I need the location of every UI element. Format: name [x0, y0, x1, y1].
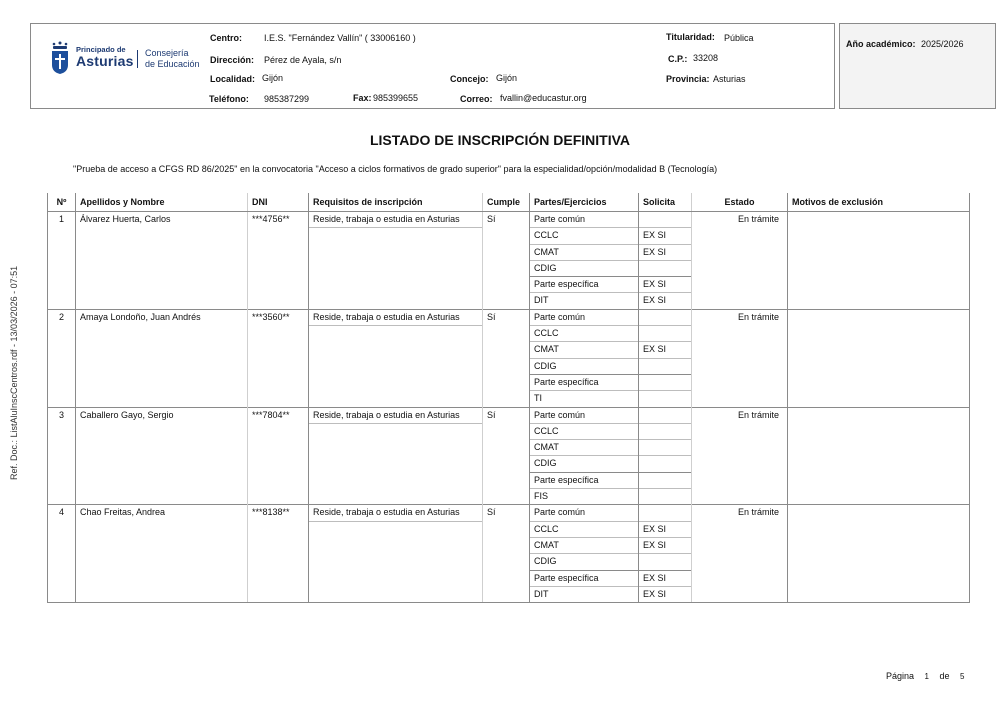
estado: En trámite	[692, 309, 788, 407]
cumple: Sí	[483, 407, 530, 423]
col-header-estado: Estado	[692, 193, 788, 212]
solicita: EX SI	[639, 342, 692, 358]
student-name: Amaya Londoño, Juan Andrés	[76, 309, 248, 407]
logo-consejeria-line: Consejería	[145, 48, 189, 58]
solicita	[639, 326, 692, 342]
col-header-cumple: Cumple	[483, 193, 530, 212]
estado: En trámite	[692, 505, 788, 603]
principado-asturias-logo	[50, 41, 210, 81]
motivos-exclusion	[788, 212, 970, 310]
centro-label: Centro:	[210, 33, 242, 43]
estado: En trámite	[692, 407, 788, 505]
student-name: Caballero Gayo, Sergio	[76, 407, 248, 505]
logo-principado-text: Principado de	[76, 45, 126, 54]
student-name: Chao Freitas, Andrea	[76, 505, 248, 603]
parte-ejercicio: CCLC	[530, 228, 639, 244]
localidad-label: Localidad:	[210, 74, 256, 84]
page-current: 1	[924, 672, 929, 681]
cp-value: 33208	[693, 53, 719, 63]
col-header-motivos: Motivos de exclusión	[788, 193, 970, 212]
cumple-empty	[483, 521, 530, 602]
page-footer	[886, 671, 973, 681]
cumple-empty	[483, 423, 530, 504]
parte-ejercicio: Parte específica	[530, 277, 639, 293]
student-dni: ***4756**	[248, 212, 309, 310]
solicita: EX SI	[639, 586, 692, 602]
parte-ejercicio: CDIG	[530, 260, 639, 276]
table-row	[48, 407, 970, 423]
cumple-empty	[483, 326, 530, 407]
requisito: Reside, trabaja o estudia en Asturias	[309, 309, 483, 325]
col-header-solicita: Solicita	[639, 193, 692, 212]
logo-consejeria-text	[145, 48, 200, 70]
student-dni: ***8138**	[248, 505, 309, 603]
parte-ejercicio: CCLC	[530, 521, 639, 537]
fax-label: Fax:	[353, 93, 372, 103]
provincia-value: Asturias	[713, 74, 746, 84]
student-name: Álvarez Huerta, Carlos	[76, 212, 248, 310]
estado: En trámite	[692, 212, 788, 310]
solicita	[639, 212, 692, 228]
requisito-empty	[309, 423, 483, 504]
cp-label: C.P.:	[668, 54, 688, 64]
parte-ejercicio: CDIG	[530, 554, 639, 570]
parte-ejercicio: CMAT	[530, 244, 639, 260]
cumple: Sí	[483, 505, 530, 521]
document-reference: Ref. Doc.: ListAluInscCentros.rdf - 13/03/2026 - 07:51	[9, 265, 19, 480]
parte-ejercicio: TI	[530, 391, 639, 407]
row-number: 2	[48, 309, 76, 407]
titularidad-label: Titularidad:	[666, 32, 715, 42]
requisito-empty	[309, 521, 483, 602]
table-header-row	[48, 193, 970, 212]
solicita	[639, 391, 692, 407]
correo-value: fvallin@educastur.org	[500, 93, 587, 103]
col-header-name: Apellidos y Nombre	[76, 193, 248, 212]
solicita: EX SI	[639, 293, 692, 309]
telefono-value: 985387299	[264, 94, 310, 104]
parte-ejercicio: Parte común	[530, 505, 639, 521]
solicita	[639, 472, 692, 488]
solicita	[639, 489, 692, 505]
col-header-partes: Partes/Ejercicios	[530, 193, 639, 212]
cumple: Sí	[483, 212, 530, 228]
cumple-empty	[483, 228, 530, 309]
parte-ejercicio: Parte específica	[530, 570, 639, 586]
col-header-num: Nº	[48, 193, 76, 212]
logo-educacion-line: de Educación	[145, 59, 200, 69]
student-dni: ***7804**	[248, 407, 309, 505]
solicita	[639, 260, 692, 276]
solicita	[639, 309, 692, 325]
document-subtitle: "Prueba de acceso a CFGS RD 86/2025" en la convocatoria "Acceso a ciclos formativos de grado superior" para la especialidad/opción/modalidad B (Tecnología)	[73, 164, 718, 174]
fax-value: 985399655	[373, 93, 419, 103]
table-row	[48, 309, 970, 325]
solicita: EX SI	[639, 537, 692, 553]
solicita	[639, 423, 692, 439]
asturias-crest-icon	[50, 41, 70, 75]
solicita: EX SI	[639, 521, 692, 537]
parte-ejercicio: Parte común	[530, 309, 639, 325]
requisito-empty	[309, 228, 483, 309]
solicita: EX SI	[639, 277, 692, 293]
parte-ejercicio: CDIG	[530, 358, 639, 374]
solicita	[639, 456, 692, 472]
parte-ejercicio: CMAT	[530, 537, 639, 553]
provincia-label: Provincia:	[666, 74, 710, 84]
col-header-dni: DNI	[248, 193, 309, 212]
inscription-table	[47, 193, 970, 603]
cumple: Sí	[483, 309, 530, 325]
solicita: EX SI	[639, 570, 692, 586]
direccion-value: Pérez de Ayala, s/n	[264, 55, 342, 65]
academic-year-label: Año académico:	[846, 39, 916, 49]
parte-ejercicio: DIT	[530, 293, 639, 309]
correo-label: Correo:	[460, 94, 493, 104]
solicita	[639, 374, 692, 390]
parte-ejercicio: FIS	[530, 489, 639, 505]
solicita: EX SI	[639, 228, 692, 244]
centro-value: I.E.S. "Fernández Vallín" ( 33006160 )	[264, 33, 416, 43]
direccion-label: Dirección:	[210, 55, 255, 65]
localidad-value: Gijón	[262, 73, 284, 83]
requisito-empty	[309, 326, 483, 407]
motivos-exclusion	[788, 407, 970, 505]
requisito: Reside, trabaja o estudia en Asturias	[309, 505, 483, 521]
student-dni: ***3560**	[248, 309, 309, 407]
row-number: 3	[48, 407, 76, 505]
motivos-exclusion	[788, 505, 970, 603]
parte-ejercicio: CCLC	[530, 326, 639, 342]
logo-divider	[137, 50, 138, 68]
solicita	[639, 358, 692, 374]
parte-ejercicio: Parte común	[530, 212, 639, 228]
row-number: 4	[48, 505, 76, 603]
solicita	[639, 440, 692, 456]
page-label: Página	[886, 671, 915, 681]
document-title: LISTADO DE INSCRIPCIÓN DEFINITIVA	[369, 132, 631, 148]
col-header-requisitos: Requisitos de inscripción	[309, 193, 483, 212]
concejo-value: Gijón	[496, 73, 518, 83]
solicita	[639, 554, 692, 570]
solicita	[639, 407, 692, 423]
requisito: Reside, trabaja o estudia en Asturias	[309, 212, 483, 228]
concejo-label: Concejo:	[450, 74, 489, 84]
motivos-exclusion	[788, 309, 970, 407]
parte-ejercicio: CMAT	[530, 440, 639, 456]
row-number: 1	[48, 212, 76, 310]
parte-ejercicio: Parte específica	[530, 374, 639, 390]
solicita	[639, 505, 692, 521]
parte-ejercicio: CDIG	[530, 456, 639, 472]
parte-ejercicio: Parte común	[530, 407, 639, 423]
titularidad-value: Pública	[724, 33, 754, 43]
page-of-label: de	[939, 671, 950, 681]
solicita: EX SI	[639, 244, 692, 260]
parte-ejercicio: CCLC	[530, 423, 639, 439]
parte-ejercicio: Parte específica	[530, 472, 639, 488]
table-row	[48, 212, 970, 228]
telefono-label: Teléfono:	[209, 94, 249, 104]
requisito: Reside, trabaja o estudia en Asturias	[309, 407, 483, 423]
parte-ejercicio: CMAT	[530, 342, 639, 358]
parte-ejercicio: DIT	[530, 586, 639, 602]
table-row	[48, 505, 970, 521]
logo-asturias-text: Asturias	[76, 53, 134, 69]
page-total: 5	[960, 672, 965, 681]
academic-year-value: 2025/2026	[921, 39, 964, 49]
academic-year-box	[839, 23, 996, 109]
